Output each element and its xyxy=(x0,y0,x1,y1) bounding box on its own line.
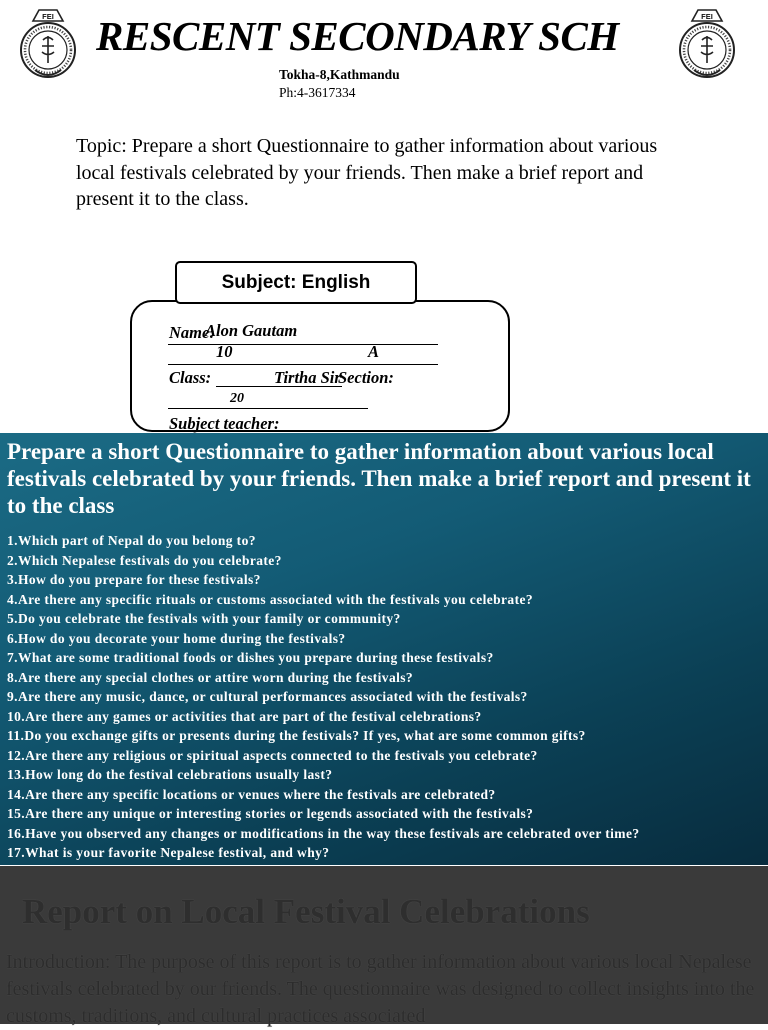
school-logo-left xyxy=(17,6,79,84)
question-text: Do you exchange gifts or presents during the festivals? If yes, what are some common gifts? xyxy=(24,728,586,743)
question-text: Are there any music, dance, or cultural performances associated with the festivals? xyxy=(17,689,528,704)
question-item xyxy=(7,668,767,688)
name-underline xyxy=(168,344,438,345)
school-name: RESCENT SECONDARY SCH xyxy=(96,13,619,59)
question-item xyxy=(7,707,767,727)
question-text: What is your favorite Nepalese festival, and why? xyxy=(25,845,330,860)
question-number: 2. xyxy=(7,552,18,568)
name-label: Name: xyxy=(169,323,215,342)
teacher-underline xyxy=(168,408,368,409)
question-item xyxy=(7,648,767,668)
question-number: 6. xyxy=(7,630,18,646)
question-number: 16. xyxy=(7,825,26,841)
question-text: How do you decorate your home during the festivals? xyxy=(17,630,346,646)
question-item xyxy=(7,590,767,610)
question-item xyxy=(7,531,767,551)
question-item xyxy=(7,785,767,805)
question-number: 15. xyxy=(7,806,26,821)
question-number: 11. xyxy=(7,728,25,743)
question-item xyxy=(7,609,767,629)
report-title: Report on Local Festival Celebrations xyxy=(22,892,590,931)
teacher-value: Tirtha Sir xyxy=(274,368,341,387)
name-value: Alon Gautam xyxy=(205,321,298,340)
school-phone: Ph:4-3617334 xyxy=(279,85,356,100)
question-item xyxy=(7,570,767,590)
report-intro: Introduction: The purpose of this report is to gather information about various local Nepalese festivals celebrated by our friends. The questionnaire was designed to collect insights into the customs, traditions, and cultural practices associated xyxy=(6,951,755,1027)
question-number: 4. xyxy=(7,591,18,607)
question-number: 12. xyxy=(7,747,26,763)
question-number: 3. xyxy=(7,572,18,587)
question-item xyxy=(7,551,767,571)
class-value: 10 xyxy=(216,342,233,361)
question-number: 9. xyxy=(7,689,18,704)
section-value: A xyxy=(368,342,380,361)
question-text: Have you observed any changes or modifications in the way these festivals are celebrated over time? xyxy=(25,825,640,841)
teacher-label: Subject teacher: xyxy=(169,414,280,433)
slide-title: Prepare a short Questionnaire to gather information about various local festivals celebrated by your friends. Then make a brief report and present it to the class xyxy=(7,439,751,518)
question-number: 14. xyxy=(7,786,26,802)
question-text: Are there any specific rituals or customs associated with the festivals you celebrate? xyxy=(17,591,534,607)
svg-text:FEI: FEI xyxy=(701,12,713,21)
question-text: Are there any religious or spiritual aspects connected to the festivals you celebrate? xyxy=(25,747,538,763)
question-text: How long do the festival celebrations usually last? xyxy=(25,767,333,782)
section-label: Section: xyxy=(338,368,394,387)
question-number: 5. xyxy=(7,611,18,626)
roll-value: 20 xyxy=(230,391,244,406)
question-text: Do you celebrate the festivals with your family or community? xyxy=(17,611,401,626)
question-number: 10. xyxy=(7,708,26,724)
question-item xyxy=(7,843,767,863)
question-text: How do you prepare for these festivals? xyxy=(17,572,261,587)
question-item xyxy=(7,746,767,766)
question-text: Are there any special clothes or attire worn during the festivals? xyxy=(17,669,414,685)
question-number: 7. xyxy=(7,650,18,665)
question-item xyxy=(7,765,767,785)
question-text: Are there any unique or interesting stories or legends associated with the festivals? xyxy=(25,806,534,821)
class-underline xyxy=(216,386,342,387)
question-text: What are some traditional foods or dishes you prepare during these festivals? xyxy=(17,650,494,665)
question-number: 13. xyxy=(7,767,26,782)
question-number: 17. xyxy=(7,845,26,860)
question-text: Which Nepalese festivals do you celebrate? xyxy=(17,552,282,568)
question-number: 1. xyxy=(7,533,18,548)
question-item xyxy=(7,804,767,824)
class-section-underline xyxy=(168,364,438,365)
question-item xyxy=(7,687,767,707)
svg-text:FEI: FEI xyxy=(42,12,54,21)
question-text: Are there any specific locations or venues where the festivals are celebrated? xyxy=(25,786,496,802)
question-number: 8. xyxy=(7,669,18,685)
student-info-box xyxy=(130,300,510,432)
question-item xyxy=(7,726,767,746)
question-text: Which part of Nepal do you belong to? xyxy=(17,533,256,548)
topic-text: Topic: Prepare a short Questionnaire to gather information about various local festivals celebrated by your friends. Then make a brief report and present it to the class. xyxy=(76,135,658,210)
subject-tab: Subject: English xyxy=(175,261,417,304)
class-label: Class: xyxy=(169,368,212,387)
question-item xyxy=(7,629,767,649)
school-address: Tokha-8,Kathmandu xyxy=(279,67,400,82)
question-text: Are there any games or activities that are part of the festival celebrations? xyxy=(25,708,482,724)
question-list xyxy=(7,531,767,863)
school-logo-right xyxy=(676,6,738,84)
question-item xyxy=(7,824,767,844)
